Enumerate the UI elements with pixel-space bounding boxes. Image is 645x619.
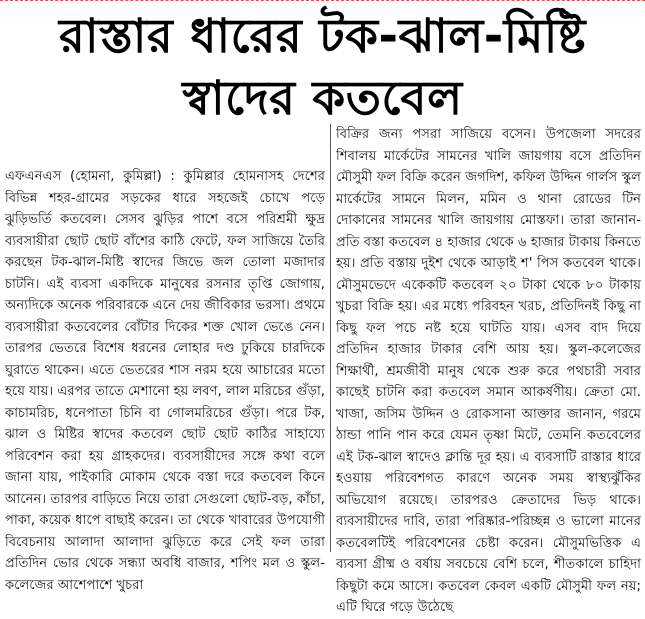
headline-line-2: স্বাদের কতবেল bbox=[182, 71, 463, 126]
article-right-column bbox=[336, 124, 641, 615]
right-column-text: বিক্রির জন্য পসরা সাজিয়ে বসেন। উপজেলা সদরের শিবালয় মার্কেটের সামনের খালি জায়গায় বসে প্রতিদিন মৌসুমী ফল বিক্রি করেন জগদিশ, কফিল উদ্দিন গার্লস স্কুল মার্কেটের সামনে মিলন, মমিন ও থানা রোডের টিন দোকানের সামনের খালি জায়গায় মোস্তফা। তারা জানান- প্রতি বস্তা কতবেল ৪ হাজার থেকে ৬ হাজার টাকায় কিনতে হয়। প্রতি বস্তায় দুইশ থেকে আড়াই শ' পিস কতবেল থাকে। মৌসুমভেদে একেকটি কতবেল ২০ টাকা থেকে ৮০ টাকায় খুচরা বিক্রি হয়। এর মধ্যে পরিবহন খরচ, প্রতিদিনই কিছু না কিছু ফল পচে নষ্ট হয়ে ঘাটতি যায়। এসব বাদ দিয়ে প্রতিদিন হাজার টাকার বেশি আয় হয়। স্কুল-কলেজের শিক্ষার্থী, শ্রমজীবী মানুষ থেকে শুরু করে পথচারী সবার কাছেই চাটনি করা কতবেল সমান আকর্ষণীয়। ক্রেতা মো. খাজা, জসিম উদ্দিন ও রোকসানা আক্তার জানান, গরমে ঠান্ডা পানি পান করে যেমন তৃষ্ণা মিটে, তেমনি কতবেলের এই টক-ঝাল স্বাদেও ক্লান্তি দূর হয়। এ ব্যবসাটি রাস্তার ধারে হওয়ায় পরিবেশগত কারণে অনেক সময় স্বাস্থ্যঝুঁকির অভিযোগ রয়েছে। তারপরও ক্রেতাদের ভিড় থাকে। ব্যবসায়ীদের দাবি, তারা পরিষ্কার-পরিচ্ছন্ন ও ভালো মানের কতবেলটিই পরিবেশনের চেষ্টা করেন। মৌসুমভিত্তিক এ ব্যবসা গ্রীষ্ম ও বর্ষায় সবচেয়ে বেশি চলে, শীতকালে চাহিদা কিছুটা কমে আসে। কতবেল কেবল একটি মৌসুমী ফল নয়; এটি ঘিরে গড়ে উঠেছে bbox=[336, 127, 641, 615]
headline-line-1: রাস্তার ধারের টক-ঝাল-মিষ্টি bbox=[59, 9, 586, 64]
left-column-text: এফএনএস (হোমনা, কুমিল্লা) : কুমিল্লার হোমনাসহ দেশের বিভিন্ন শহর-গ্রামের সড়কের ধারে সহজেই চোখে পড়ে ঝুড়িভর্তি কতবেল। সেসব ঝুড়ির পাশে বসে পরিশ্রমী ক্ষুদ্র ব্যবসায়ীরা ছোট ছোট বাঁশের কাঠি ফেটে, ফল সাজিয়ে তৈরি করছেন টক-ঝাল-মিষ্টি স্বাদের জিভে জল তোলা মজাদার চাটনি। এই ব্যবসা একদিকে মানুষের রসনার তৃপ্তি জোগায়, অন্যদিকে অনেক পরিবারকে এনে দেয় জীবিকার ভরসা। প্রথমে ব্যবসায়ীরা কতবেলের বোঁটার দিকের শক্ত খোল ভেঙে নেন। তারপর ভেতরে বিশেষ ধরনের লোহার দণ্ড ঢুকিয়ে চারদিকে ঘুরাতে থাকেন। এতে ভেতরের শাস নরম হয়ে আচারের মতো হয়ে যায়। এরপর তাতে মেশানো হয় লবণ, লাল মরিচের গুঁড়া, কাচামরিচ, ধনেপাতা চিনি বা গোলমরিচের গুঁড়া। পরে টক, ঝাল ও মিষ্টির স্বাদের কতবেল ছোট ছোট কাঠির সাহায্যে পরিবেশন করা হয় গ্রাহকদের। ব্যবসায়ীদের সঙ্গে কথা বলে জানা যায়, পাইকারি মোকাম থেকে বস্তা দরে কতবেল কিনে আনেন। তারপর বাড়িতে নিয়ে তারা সেগুলো ছোট-বড়, কাঁচা, পাকা, কয়েক ধাপে বাছাই করেন। তা থেকে খাবারের উপযোগী বিবেচনায় আলাদা আলাদা ঝুড়িতে করে সেই ফল তারা প্রতিদিন ভোর থেকে সন্ধ্যা অবধি বাজার, শপিং মল ও স্কুল-কলেজের আশেপাশে খুচরা bbox=[5, 169, 326, 593]
crop-mark bbox=[0, 0, 645, 5]
headline bbox=[0, 6, 645, 130]
article-left-column bbox=[5, 166, 326, 593]
column-divider bbox=[330, 124, 331, 552]
